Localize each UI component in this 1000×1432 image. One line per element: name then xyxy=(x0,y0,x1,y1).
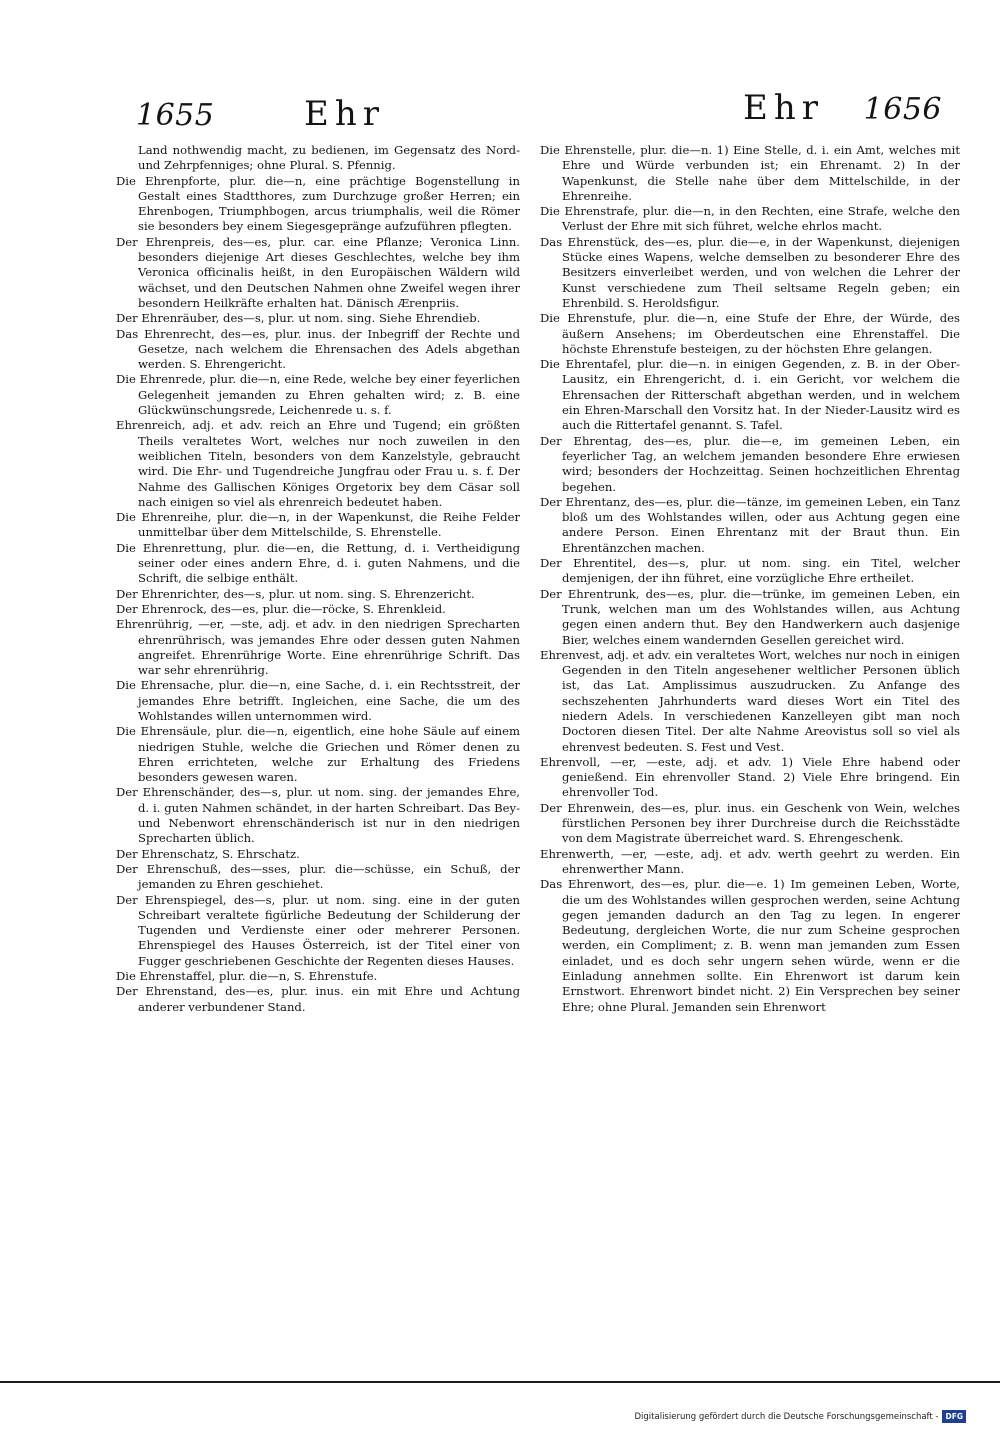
dfg-logo: DFG xyxy=(942,1410,966,1423)
dictionary-entry: Der Ehrenwein, des—es, plur. inus. ein Geschenk von Wein, welches fürstlichen Personen bey ihrer Durchreise durch die Reichsstädte von dem Magistrate überreichet ward. S. Ehrengeschenk. xyxy=(540,800,960,846)
dictionary-entry: Der Ehrenräuber, des—s, plur. ut nom. sing. Siehe Ehrendieb. xyxy=(116,311,481,326)
dictionary-entry: Das Ehrenrecht, des—es, plur. inus. der Inbegriff der Rechte und Gesetze, nach welchem die Ehrensachen des Adels abgethan werden. S. Ehrengericht. xyxy=(116,326,520,372)
dictionary-entry: Ehrenvest, adj. et adv. ein veraltetes Wort, welches nur noch in einigen Gegenden in den Titeln angesehener weltlicher Personen üblich ist, das Lat. Amplissimus auszudrucken. Zu Anfange des sechszehenten Jahrhunderts ward dieses Wort ein Titel des niedern Adels. In verschiedenen Kanzelleyen gibt man noch Doctoren diesen Titel. Der alte Nahme Areovistus soll so viel als ehrenvest bedeuten. S. Fest und Vest. xyxy=(540,647,960,754)
dictionary-entry: Der Ehrenspiegel, des—s, plur. ut nom. sing. eine in der guten Schreibart veraltete figürliche Bedeutung der Schilderung der Tugenden und Verdienste einer oder mehrerer Personen. Ehrenspiegel des Hauses Österreich, ist der Titel einer von Fugger geschriebenen Geschichte der Regenten dieses Hauses. xyxy=(116,892,520,968)
dictionary-entry: Die Ehrenpforte, plur. die—n, eine prächtige Bogenstellung in Gestalt eines Stadtthores, zum Durchzuge großer Herren; ein Ehrenbogen, Triumphbogen, arcus triumphalis, weil die Römer sie besonders bey einem Siegesgepränge aufzuführen pflegten. xyxy=(116,173,520,234)
dictionary-entry: Der Ehrenschuß, des—sses, plur. die—schüsse, ein Schuß, der jemanden zu Ehren geschiehet. xyxy=(116,861,520,892)
footer-divider xyxy=(0,1381,1000,1383)
running-head-right: Ehr xyxy=(743,88,824,128)
dictionary-entry: Der Ehrentrunk, des—es, plur. die—trünke, im gemeinen Leben, ein Trunk, welchen man um des Wohlstandes willen, aus Achtung gegen einen andern thut. Bey den Handwerkern auch dasjenige Bier, welches einem wandernden Gesellen gereichet wird. xyxy=(540,586,960,647)
dictionary-entry: Die Ehrenstufe, plur. die—n, eine Stufe der Ehre, der Würde, des äußern Ansehens; im Oberdeutschen eine Ehrenstaffel. Die höchste Ehrenstufe besteigen, zu der höchsten Ehre gelangen. xyxy=(540,311,960,356)
dictionary-entry: Der Ehrenschänder, des—s, plur. ut nom. sing. der jemandes Ehre, d. i. guten Nahmen schändet, in der harten Schreibart. Das Bey- und Nebenwort ehrenschänderisch ist nur in den niedrigen Sprecharten üblich. xyxy=(116,785,520,846)
dictionary-entry: Die Ehrenreihe, plur. die—n, in der Wapenkunst, die Reihe Felder unmittelbar über dem Mittelschilde, S. Ehrenstelle. xyxy=(116,510,520,540)
dictionary-entry: Die Ehrenrettung, plur. die—en, die Rettung, d. i. Vertheidigung seiner oder eines andern Ehre, d. i. guten Nahmens, und die Schrift, die selbige enthält. xyxy=(116,540,520,586)
dictionary-entry: Die Ehrenstrafe, plur. die—n, in den Rechten, eine Strafe, welche den Verlust der Ehre mit sich führet, welche ehrlos macht. xyxy=(540,204,960,234)
dictionary-entry: Der Ehrentanz, des—es, plur. die—tänze, im gemeinen Leben, ein Tanz bloß um des Wohlstandes willen, oder aus Achtung gegen eine andere Person. Einen Ehrentanz mit der Braut thun. Ein Ehrentänzchen machen. xyxy=(540,494,960,555)
dictionary-entry: Die Ehrenstaffel, plur. die—n, S. Ehrenstufe. xyxy=(116,969,378,984)
dictionary-entry: Der Ehrenpreis, des—es, plur. car. eine Pflanze; Veronica Linn. besonders diejenige Art dieses Geschlechtes, welche bey ihm Veronica officinalis heißt, in den Europäischen Wäldern wild wächset, und den Deutschen Nahmen ohne Zweifel wegen ihrer besondern Heilkräfte erhalten hat. Dänisch Ærenpriis. xyxy=(116,234,520,310)
dictionary-entry: Ehrenreich, adj. et adv. reich an Ehre und Tugend; ein größten Theils veraltetes Wort, welches nur noch zuweilen in den weiblichen Titeln, besonders von dem Kanzelstyle, gebraucht wird. Die Ehr- und Tugendreiche Jungfrau oder Frau u. s. f. Der Nahme des Gallischen Königes Orgetorix bey dem Cäsar soll nach einigen so viel als ehrenreich bedeutet haben. xyxy=(116,418,520,509)
dictionary-entry: Ehrenwerth, —er, —este, adj. et adv. werth geehrt zu werden. Ein ehrenwerther Mann. xyxy=(540,846,960,876)
dictionary-entry: Land nothwendig macht, zu bedienen, im Gegensatz des Nord- und Zehrpfenniges; ohne Plural. S. Pfennig. xyxy=(138,143,520,173)
dictionary-entry: Der Ehrenrichter, des—s, plur. ut nom. sing. S. Ehrenzericht. xyxy=(116,586,475,601)
dictionary-entry: Die Ehrensäule, plur. die—n, eigentlich, eine hohe Säule auf einem niedrigen Stuhle, welche die Griechen und Römer denen zu Ehren errichteten, welche zur Erhaltung des Friedens besonders gewesen waren. xyxy=(116,724,520,785)
page-number-left: 1655 xyxy=(136,98,215,133)
page-header xyxy=(136,86,942,136)
dictionary-entry: Die Ehrenrede, plur. die—n, eine Rede, welche bey einer feyerlichen Gelegenheit jemanden zu Ehren gehalten wird; z. B. eine Glückwünschungsrede, Leichenrede u. s. f. xyxy=(116,372,520,418)
dictionary-entry: Der Ehrenrock, des—es, plur. die—röcke, S. Ehrenkleid. xyxy=(116,601,446,616)
dictionary-entry: Die Ehrentafel, plur. die—n. in einigen Gegenden, z. B. in der Ober-Lausitz, ein Ehrengericht, d. i. ein Gericht, vor welchem die Ehrensachen der Ritterschaft abgethan werden, und in welchem ein Ehren-Marschall den Vorsitz hat. In der Nieder-Lausitz wird es auch die Rittertafel genannt. S. Tafel. xyxy=(540,357,960,433)
dictionary-entry: Das Ehrenstück, des—es, plur. die—e, in der Wapenkunst, diejenigen Stücke eines Wapens, welche demselben zu besonderer Ehre des Besitzers einverleibet werden, und von welchen die Lehrer der Kunst verschiedene zum Theil seltsame Regeln geben; ein Ehrenbild. S. Heroldsfigur. xyxy=(540,234,960,310)
right-column xyxy=(540,143,960,1015)
dictionary-entry: Das Ehrenwort, des—es, plur. die—e. 1) Im gemeinen Leben, Worte, die um des Wohlstandes willen gesprochen werden, seine Achtung gegen jemanden dadurch an den Tag zu legen. In engerer Bedeutung, dergleichen Worte, die nur zum Scheine gesprochen werden, ein Compliment; z. B. wenn man jemanden zum Essen einladet, und es doch sehr ungern sehen würde, wenn er die Einladung annehmen sollte. Ein Ehrenwort ist darum kein Ernstwort. Ehrenwort bindet nicht. 2) Ein Versprechen bey seiner Ehre; ohne Plural. Jemanden sein Ehrenwort xyxy=(540,877,960,1014)
funding-footer xyxy=(635,1410,967,1423)
dictionary-entry: Der Ehrentitel, des—s, plur. ut nom. sing. ein Titel, welcher demjenigen, der ihn führet, eine vorzügliche Ehre ertheilet. xyxy=(540,556,960,586)
left-column xyxy=(116,143,520,1015)
dictionary-entry: Die Ehrenstelle, plur. die—n. 1) Eine Stelle, d. i. ein Amt, welches mit Ehre und Würde verbunden ist; ein Ehrenamt. 2) In der Wapenkunst, die Stelle nahe über dem Mittelschilde, in der Ehrenreihe. xyxy=(540,143,960,203)
dictionary-entry: Ehrenrührig, —er, —ste, adj. et adv. in den niedrigen Sprecharten ehrenrührisch, was jemandes Ehre oder dessen guten Nahmen angreifet. Ehrenrührige Worte. Eine ehrenrührige Schrift. Das war sehr ehrenrührig. xyxy=(116,617,520,678)
dictionary-entry: Ehrenvoll, —er, —este, adj. et adv. 1) Viele Ehre habend oder genießend. Ein ehrenvoller Stand. 2) Viele Ehre bringend. Ein ehrenvoller Tod. xyxy=(540,754,960,800)
dictionary-entry: Der Ehrentag, des—es, plur. die—e, im gemeinen Leben, ein feyerlicher Tag, an welchem jemanden besondere Ehre erwiesen wird; besonders der Hochzeittag. Seinen hochzeitlichen Ehrentag begehen. xyxy=(540,433,960,494)
page-number-right: 1656 xyxy=(863,92,942,127)
dictionary-entry: Die Ehrensache, plur. die—n, eine Sache, d. i. ein Rechtsstreit, der jemandes Ehre betrifft. Ingleichen, eine Sache, die um des Wohlstandes willen unternommen wird. xyxy=(116,678,520,723)
running-head-left: Ehr xyxy=(304,94,385,134)
dictionary-entry: Der Ehrenstand, des—es, plur. inus. ein mit Ehre und Achtung anderer verbundener Stand. xyxy=(116,984,520,1014)
dictionary-entry: Der Ehrenschatz, S. Ehrschatz. xyxy=(116,846,300,861)
funding-text: Digitalisierung gefördert durch die Deutsche Forschungsgemeinschaft - xyxy=(634,1411,939,1422)
